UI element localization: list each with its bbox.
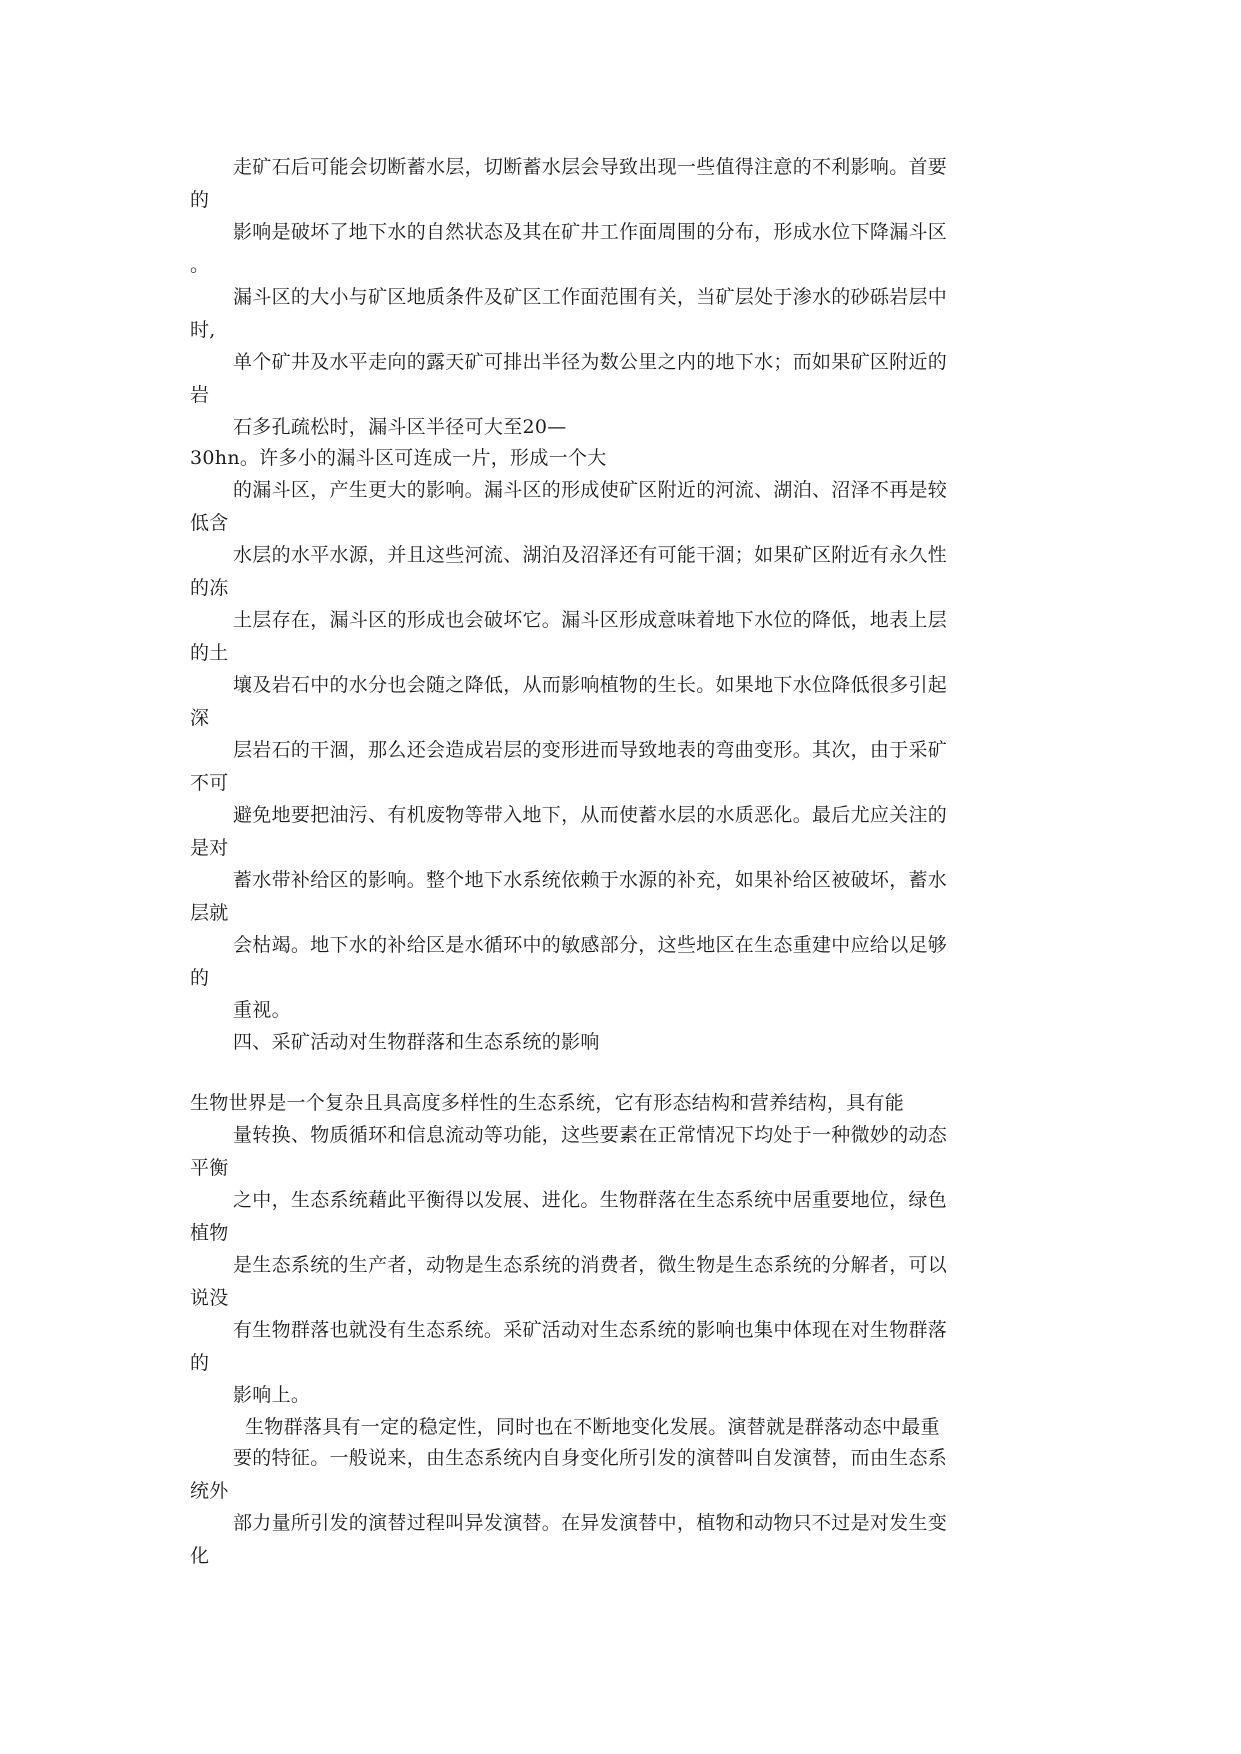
text-line: 岩 — [190, 384, 210, 406]
text-line: 漏斗区的大小与矿区地质条件及矿区工作面范围有关，当矿层处于渗水的砂砾岩层中 — [233, 286, 948, 308]
text-line: 量转换、物质循环和信息流动等功能，这些要素在正常情况下均处于一种微妙的动态 — [233, 1124, 948, 1146]
text-line: 生物群落具有一定的稳定性，同时也在不断地变化发展。演替就是群落动态中最重 — [245, 1416, 940, 1438]
text-line: 的 — [190, 189, 210, 211]
text-line: 的 — [190, 967, 210, 989]
text-line: 会枯竭。地下水的补给区是水循环中的敏感部分，这些地区在生态重建中应给以足够 — [233, 934, 948, 956]
text-line: 是对 — [190, 837, 229, 859]
text-line: 蓄水带补给区的影响。整个地下水系统依赖于水源的补充，如果补给区被破坏，蓄水 — [233, 869, 948, 891]
text-line: 避免地要把油污、有机废物等带入地下，从而使蓄水层的水质恶化。最后尤应关注的 — [233, 804, 948, 826]
text-line: 平衡 — [190, 1157, 229, 1179]
text-line: 要的特征。一般说来，由生态系统内自身变化所引发的演替叫自发演替，而由生态系 — [233, 1447, 948, 1469]
text-line: 层岩石的干涸，那么还会造成岩层的变形进而导致地表的弯曲变形。其次，由于采矿 — [233, 739, 948, 761]
text-line: 时, — [190, 319, 216, 341]
text-line: 是生态系统的生产者，动物是生态系统的消费者，微生物是生态系统的分解者，可以 — [233, 1254, 948, 1276]
text-line: 石多孔疏松时，漏斗区半径可大至20— — [233, 416, 567, 438]
text-line: 的冻 — [190, 577, 229, 599]
text-line: 生物世界是一个复杂且具高度多样性的生态系统，它有形态结构和营养结构，具有能 — [190, 1092, 905, 1114]
text-line: 层就 — [190, 902, 229, 924]
section-heading: 四、采矿活动对生物群落和生态系统的影响 — [233, 1031, 600, 1053]
text-line: 植物 — [190, 1222, 229, 1244]
text-line: 化 — [190, 1545, 210, 1567]
text-line: 走矿石后可能会切断蓄水层，切断蓄水层会导致出现一些值得注意的不利影响。首要 — [233, 156, 948, 178]
text-line: 的漏斗区，产生更大的影响。漏斗区的形成使矿区附近的河流、湖泊、沼泽不再是较 — [233, 479, 948, 501]
text-line: 低含 — [190, 512, 229, 534]
text-line: 土层存在，漏斗区的形成也会破坏它。漏斗区形成意味着地下水位的降低，地表上层 — [233, 609, 948, 631]
text-line: 单个矿井及水平走向的露天矿可排出半径为数公里之内的地下水；而如果矿区附近的 — [233, 351, 948, 373]
text-line: 统外 — [190, 1480, 229, 1502]
text-line: 深 — [190, 707, 210, 729]
text-line: 30hn。许多小的漏斗区可连成一片，形成一个大 — [190, 447, 607, 469]
text-line: 不可 — [190, 772, 229, 794]
text-line: 的 — [190, 1352, 210, 1374]
text-line: 。 — [190, 254, 210, 276]
text-line: 的土 — [190, 642, 229, 664]
text-line: 影响是破坏了地下水的自然状态及其在矿井工作面周围的分布，形成水位下降漏斗区 — [233, 221, 948, 243]
text-line: 说没 — [190, 1287, 229, 1309]
text-line: 影响上。 — [233, 1384, 311, 1406]
text-line: 部力量所引发的演替过程叫异发演替。在异发演替中，植物和动物只不过是对发生变 — [233, 1512, 948, 1534]
text-line: 有生物群落也就没有生态系统。采矿活动对生态系统的影响也集中体现在对生物群落 — [233, 1319, 948, 1341]
text-line: 之中，生态系统藉此平衡得以发展、进化。生物群落在生态系统中居重要地位，绿色 — [233, 1189, 948, 1211]
text-line: 水层的水平水源，并且这些河流、湖泊及沼泽还有可能干涸；如果矿区附近有永久性 — [233, 544, 948, 566]
text-line: 壤及岩石中的水分也会随之降低，从而影响植物的生长。如果地下水位降低很多引起 — [233, 674, 948, 696]
text-line: 重视。 — [233, 999, 291, 1021]
